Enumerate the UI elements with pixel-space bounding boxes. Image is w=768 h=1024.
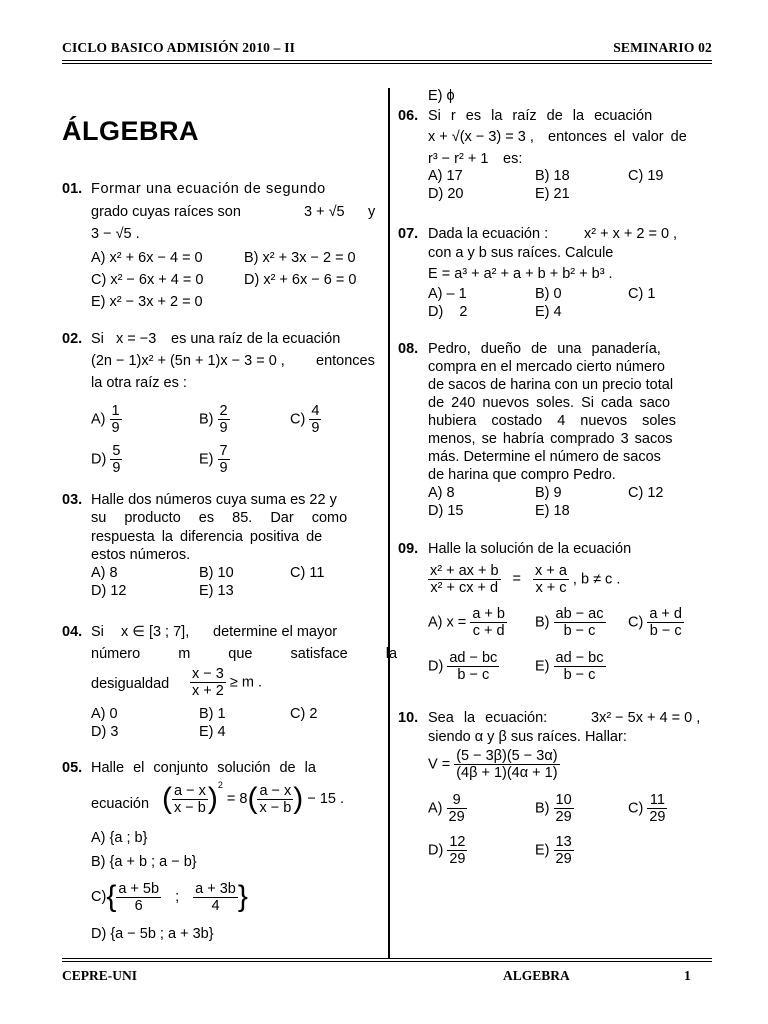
q02-text3: la otra raíz es : [91,375,187,391]
q07-option-a: A) – 1 [428,286,467,302]
q07-option-c: C) 1 [628,286,656,302]
q05-option-c-sep: ; [175,888,180,905]
q03-line2: su producto es 85. Dar como [91,510,348,526]
q08-option-a: A) 8 [428,485,455,501]
q08-option-c: C) 12 [628,485,664,501]
q06-option-c: C) 19 [628,168,664,184]
q04-line3: desigualdad [91,676,170,692]
q02-text2: entonces [316,353,375,369]
q08-line1: Pedro, dueño de una panadería, [428,341,661,357]
q10-option-c-fraction: $\frac{11}{29}$ [649,792,666,825]
q10-option-c-label: C) [628,800,644,817]
q05-option-a: A) {a ; b} [91,830,148,846]
q04-si: Si [91,624,104,640]
q09-option-c-fraction: $\frac{a + d}{b - c}$ [649,606,682,639]
q09-equals: = [512,571,522,588]
q05-tail: − 15 . [307,790,345,807]
q10-v-label: V = [428,756,451,773]
q09-option-b-label: B) [535,614,550,631]
q03-option-d: D) 12 [91,583,127,599]
q08-line4: de 240 nuevos soles. Si cada saco [428,395,671,411]
q04-option-e: E) 4 [199,724,226,740]
question-number: 03. [62,492,83,508]
q06-line1: Si r es la raíz de la ecuación [428,108,653,124]
q10-option-b-label: B) [535,800,550,817]
q09-lhs-fraction: $\frac{\text{x² + ax + b}}{\text{x² + cx + d}}$ [430,563,499,596]
q05-fraction-2: $\frac{a - x}{x - b}$ [259,782,292,816]
q08-line7: más. Determine el número de sacos [428,449,661,465]
q06-expression: r³ − r² + 1 [428,151,489,167]
header-right: SEMINARIO 02 [613,40,712,55]
q08-line8: de harina que compro Pedro. [428,467,616,483]
q06-option-e: E) 21 [535,186,570,202]
q03-option-a: A) 8 [91,565,118,581]
header-left: CICLO BASICO ADMISIÓN 2010 – II [62,40,296,55]
q04-option-a: A) 0 [91,706,118,722]
q02-si: Si [91,331,104,347]
q06-es: es: [503,151,523,167]
q01-root2: 3 − √5 . [91,226,140,242]
q10-option-d-fraction: $\frac{12}{29}$ [449,834,466,867]
q08-option-e: E) 18 [535,503,570,519]
q01-option-b: B) x² + 3x − 2 = 0 [244,250,356,266]
question-number: 01. [62,181,83,197]
question-number: 10. [398,710,419,726]
q03-option-c: C) 11 [290,565,325,581]
q02-option-a-fraction: $\frac{1}{9}$ [111,403,120,436]
q04-interval: x ∈ [3 ; 7], [121,624,190,640]
q06-line2: entonces el valor de [548,129,687,145]
footer-rule-2 [62,961,712,962]
q07-line2: con a y b sus raíces. Calcule [428,245,614,261]
footer-left: CEPRE-UNI [62,968,138,983]
footer-rule-1 [62,958,712,959]
question-number: 08. [398,341,419,357]
q05-line1: Halle el conjunto solución de la [91,760,316,776]
q02-equation: (2n − 1)x² + (5n + 1)x − 3 = 0 , [91,353,285,369]
question-number: 02. [62,331,83,347]
q02-option-b-fraction: $\frac{2}{9}$ [219,403,228,436]
q08-option-d: D) 15 [428,503,464,519]
q04-option-c: C) 2 [290,706,318,722]
header-rule-1 [62,60,712,61]
q08-line3: de sacos de harina con un precio total [428,377,674,393]
question-number: 05. [62,760,83,776]
q05-fraction-1: $\frac{a - x}{x - b}$ [174,782,206,816]
q05-option-e: E) ϕ [428,88,455,104]
q05-equals: = 8 [226,790,248,807]
q09-option-a-label: A) x = [428,614,467,631]
column-divider [388,88,390,958]
q09-option-d-label: D) [428,658,444,675]
q02-option-a-label: A) [91,411,106,428]
q01-text2: grado cuyas raíces son [91,204,241,220]
q09-option-c-label: C) [628,614,644,631]
page-number: 1 [684,968,691,983]
q04-option-d: D) 3 [91,724,119,740]
q10-line2: siendo α y β sus raíces. Hallar: [428,729,627,745]
q10-option-a-fraction: $\frac{9}{29}$ [448,792,465,825]
q03-option-e: E) 13 [199,583,234,599]
q08-line5: hubiera costado 4 nuevos soles [428,413,676,429]
q05-option-d: D) {a − 5b ; a + 3b} [91,926,214,942]
q09-option-e-label: E) [535,658,550,675]
q07-expression: E = a³ + a² + a + b + b² + b³ . [428,266,613,282]
q09-option-b-fraction: $\frac{ab - ac}{b - c}$ [555,606,604,639]
q05-option-c-label: C) [91,888,107,905]
q07-line1: Dada la ecuación : [428,226,549,242]
q01-option-a: A) x² + 6x − 4 = 0 [91,250,203,266]
q01-text1: Formar una ecuación de segundo [91,181,326,197]
q02-option-e-label: E) [199,451,214,468]
q05-option-c-frac2: $\frac{a + 3b}{4}$ [195,880,236,914]
q10-option-d-label: D) [428,842,444,859]
q10-option-b-fraction: $\frac{10}{29}$ [555,792,572,825]
q06-option-d: D) 20 [428,186,464,202]
header-rule-2 [62,63,712,64]
q10-v-fraction: $\frac{(5 - 3\beta)(5 - 3\alpha)}{(4\beta + 1)(4\alpha + 1)}$ [456,748,558,781]
footer-subject: ALGEBRA [503,968,570,983]
q02-option-d-fraction: $\frac{5}{9}$ [112,443,121,476]
q10-option-e-fraction: $\frac{13}{29}$ [555,834,572,867]
question-number: 04. [62,624,83,640]
q02-text1c: es una raíz de la ecuación [171,331,341,347]
q02-option-d-label: D) [91,451,107,468]
q02-option-c-fraction: $\frac{4}{9}$ [311,403,320,436]
q03-option-b: B) 10 [199,565,234,581]
q10-line1: Sea la ecuación: [428,710,548,726]
q02-option-e-fraction: $\frac{7}{9}$ [219,443,228,476]
q02-x-value: x = −3 [116,331,157,347]
q08-line6: menos, se habría comprado 3 sacos [428,431,673,447]
q01-and: y [368,204,376,220]
q03-line4: estos números. [91,547,191,563]
q05-option-b: B) {a + b ; a − b} [91,854,197,870]
q03-line1: Halle dos números cuya suma es 22 y [91,492,337,508]
q04-option-b: B) 1 [199,706,226,722]
q01-root1: 3 + √5 [304,204,345,220]
q07-option-d: D) 2 [428,304,468,320]
q04-line2: número m que satisface la [91,646,398,662]
q10-equation: 3x² − 5x + 4 = 0 , [591,710,701,726]
q03-line3: respuesta la diferencia positiva de [91,529,323,545]
q01-option-c: C) x² − 6x + 4 = 0 [91,272,204,288]
q01-option-d: D) x² + 6x − 6 = 0 [244,272,357,288]
q08-option-b: B) 9 [535,485,562,501]
question-number: 07. [398,226,419,242]
q04-fraction: $\frac{x - 3}{x + 2}$ [192,666,224,699]
q02-option-b-label: B) [199,411,214,428]
q06-option-a: A) 17 [428,168,463,184]
q10-option-e-label: E) [535,842,550,859]
q07-option-e: E) 4 [535,304,562,320]
q09-option-e-fraction: $\frac{ad - bc}{b - c}$ [555,650,604,683]
q09-rhs-fraction: $\frac{x + a}{x + c}$ [535,563,567,596]
q08-line2: compra en el mercado cierto número [428,359,665,375]
q10-option-a-label: A) [428,800,443,817]
q09-condition: , b ≠ c . [572,571,621,588]
q05-line2: ecuación [91,796,150,812]
q02-option-c-label: C) [290,411,306,428]
q04-line1c: determine el mayor [213,624,338,640]
q06-equation: x + √(x − 3) = 3 , [428,129,534,145]
q09-option-a-fraction: $\frac{a + b}{c + d}$ [472,606,505,639]
q01-option-e: E) x² − 3x + 2 = 0 [91,294,203,310]
q09-option-d-fraction: $\frac{ad - bc}{b - c}$ [449,650,498,683]
q05-option-c-frac1: $\frac{a + 5b}{6}$ [118,880,160,914]
q05-exponent: 2 [217,780,223,790]
q04-relation: ≥ m . [229,674,262,691]
page-title: ÁLGEBRA [62,116,199,146]
q09-line1: Halle la solución de la ecuación [428,541,632,557]
question-number: 06. [398,108,419,124]
q06-option-b: B) 18 [535,168,570,184]
q07-equation: x² + x + 2 = 0 , [584,226,678,242]
question-number: 09. [398,541,419,557]
q07-option-b: B) 0 [535,286,562,302]
